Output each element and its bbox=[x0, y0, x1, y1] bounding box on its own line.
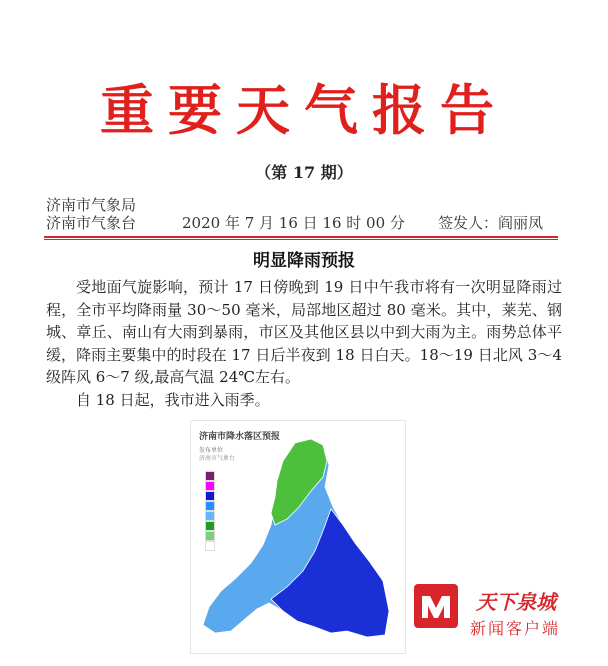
header-rule-thin bbox=[44, 239, 558, 240]
legend-swatch bbox=[205, 471, 215, 481]
legend-swatch bbox=[205, 501, 215, 511]
map-publisher-label: 发布单位 bbox=[199, 447, 224, 454]
section-heading: 明显降雨预报 bbox=[253, 251, 355, 271]
legend-swatch bbox=[205, 541, 215, 551]
map-publisher: 济南市气象台 bbox=[199, 455, 236, 462]
rainfall-map bbox=[190, 420, 406, 654]
map-legend bbox=[205, 471, 215, 551]
map-title: 济南市降水落区预报 bbox=[199, 432, 281, 442]
legend-swatch bbox=[205, 481, 215, 491]
legend-swatch bbox=[205, 531, 215, 541]
station-name: 济南市气象台 bbox=[46, 214, 137, 232]
brand-logo-icon bbox=[414, 584, 458, 628]
report-body bbox=[46, 276, 562, 411]
station-line bbox=[46, 212, 566, 233]
header-rule bbox=[44, 236, 558, 238]
brand-name: 天下泉城 bbox=[476, 590, 556, 614]
paragraph-forecast: 受地面气旋影响，预计 17 日傍晚到 19 日中午我市将有一次明显降雨过程，全市平均降雨量 30～50 毫米，局部地区超过 80 毫米。其中，莱芜、钢城、章丘、南山有大雨到暴雨，市区及其他区县以中到大雨为主。雨势总体平缓，降雨主要集中的时段在 17 日后半夜到 18 日白天。18～19 日北风 3～4 级阵风 6～7 级,最高气温 24℃左右。 bbox=[46, 278, 562, 386]
issue-date: 2020 年 7 月 16 日 16 时 00 分 bbox=[182, 214, 405, 232]
bureau-name: 济南市气象局 bbox=[46, 196, 137, 214]
issue-number: （第 17 期） bbox=[255, 163, 353, 182]
legend-swatch bbox=[205, 491, 215, 501]
signer: 签发人：阎丽凤 bbox=[438, 214, 544, 232]
report-title: 重要天气报告 bbox=[100, 78, 508, 142]
legend-swatch bbox=[205, 521, 215, 531]
brand-subtitle: 新闻客户端 bbox=[470, 619, 561, 638]
legend-swatch bbox=[205, 511, 215, 521]
paragraph-rainy-season: 自 18 日起，我市进入雨季。 bbox=[76, 390, 270, 409]
